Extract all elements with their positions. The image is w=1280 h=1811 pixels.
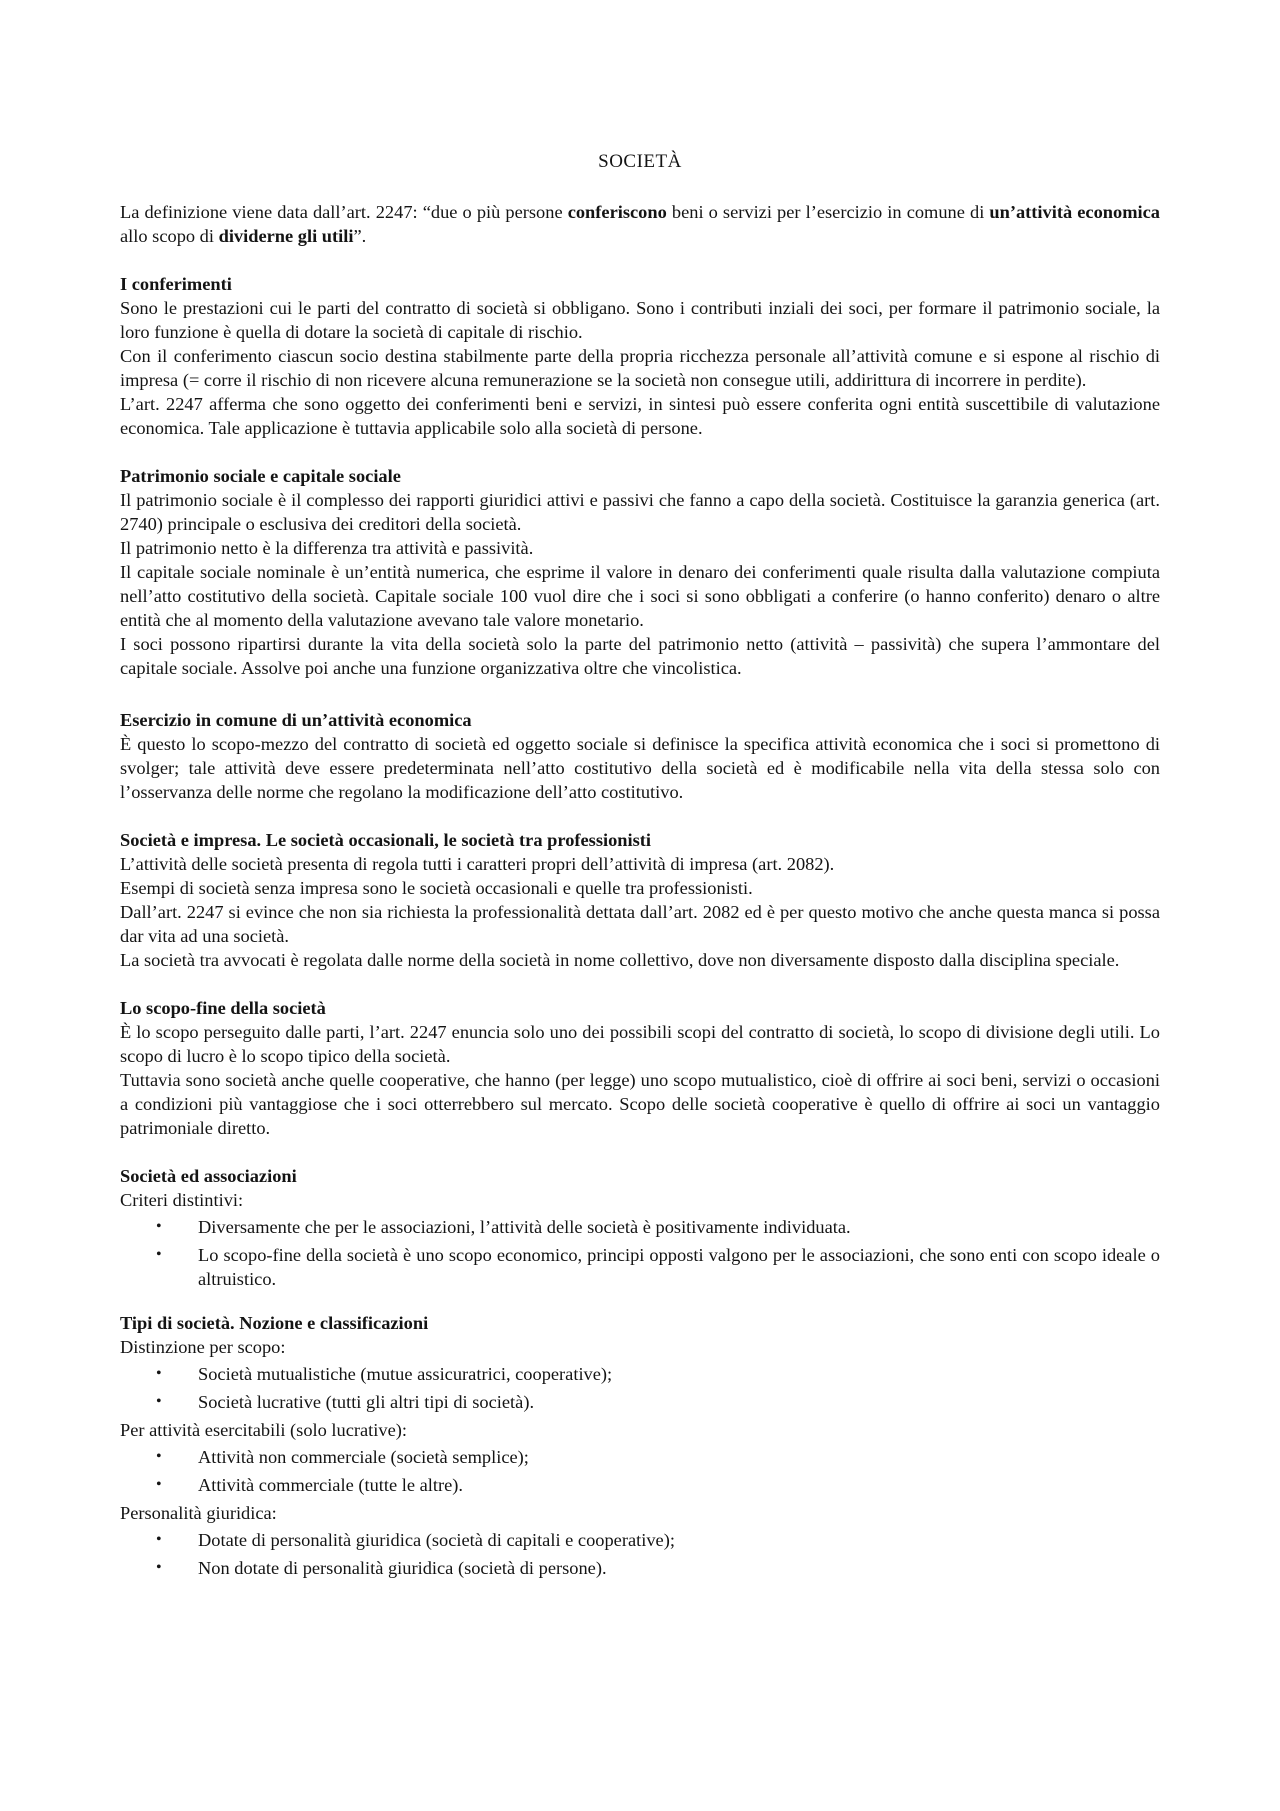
list-item-text: Dotate di personalità giuridica (società di capitali e cooperative);: [198, 1530, 675, 1550]
list-item-text: Non dotate di personalità giuridica (società di persone).: [198, 1558, 607, 1578]
list-intro: Criteri distintivi:: [120, 1190, 244, 1210]
list-item: [120, 1362, 1160, 1386]
intro-text-3: allo scopo di: [120, 226, 219, 246]
section-heading: Società ed associazioni: [120, 1166, 297, 1186]
list-item-text: Diversamente che per le associazioni, l’attività delle società è positivamente individuata.: [198, 1217, 851, 1237]
list-item: [120, 1473, 1160, 1497]
intro-bold-3: dividerne gli utili: [218, 226, 354, 246]
bullet-icon: •: [156, 1476, 162, 1493]
bullet-list: [120, 1528, 1160, 1580]
list-item: [120, 1528, 1160, 1552]
paragraph: Il patrimonio netto è la differenza tra attività e passività.: [120, 538, 534, 558]
list-item: [120, 1215, 1160, 1239]
list-item: [120, 1390, 1160, 1414]
bullet-list: [120, 1215, 1160, 1291]
section-heading: Patrimonio sociale e capitale sociale: [120, 466, 401, 486]
paragraph: Dall’art. 2247 si evince che non sia richiesta la professionalità dettata dall’art. 2082 ed è per questo motivo che anche questa manca si possa dar vita ad una società.: [120, 902, 1160, 946]
list-item-text: Attività non commerciale (società semplice);: [198, 1447, 529, 1467]
paragraph: Tuttavia sono società anche quelle cooperative, che hanno (per legge) uno scopo mutualistico, cioè di offrire ai soci beni, servizi o occasioni a condizioni più vantaggiose che i soci otterrebbero sul mercato. Scopo delle società cooperative è quello di offrire ai soci un vantaggio patrimoniale diretto.: [120, 1070, 1160, 1138]
paragraph: È questo lo scopo-mezzo del contratto di società ed oggetto sociale si definisce la specifica attività economica che i soci si promettono di svolger; tale attività deve essere predeterminata nell’atto costitutivo della società ed è modificabile nella vita della stessa solo con l’osservanza delle norme che regolano la modificazione dell’atto costitutivo.: [120, 734, 1160, 802]
bullet-icon: •: [156, 1448, 162, 1465]
intro-paragraph: [120, 200, 1160, 248]
paragraph: Il patrimonio sociale è il complesso dei rapporti giuridici attivi e passivi che fanno a capo della società. Costituisce la garanzia generica (art. 2740) principale o esclusiva dei creditori della società.: [120, 490, 1160, 534]
section-impresa: [120, 828, 1160, 972]
bullet-icon: •: [156, 1559, 162, 1576]
section-associazioni: [120, 1164, 1160, 1291]
intro-bold-2: un’attività economica: [989, 202, 1160, 222]
section-heading: Esercizio in comune di un’attività economica: [120, 710, 472, 730]
bullet-icon: •: [156, 1531, 162, 1548]
list-item: [120, 1445, 1160, 1469]
bullet-icon: •: [156, 1365, 162, 1382]
paragraph: Con il conferimento ciascun socio destina stabilmente parte della propria ricchezza personale all’attività comune e si espone al rischio di impresa (= corre il rischio di non ricevere alcuna remunerazione se la società non consegue utili, addirittura di incorrere in perdite).: [120, 346, 1160, 390]
bullet-icon: •: [156, 1246, 162, 1263]
section-conferimenti: [120, 272, 1160, 440]
section-tipi: [120, 1311, 1160, 1580]
paragraph: Sono le prestazioni cui le parti del contratto di società si obbligano. Sono i contributi inziali dei soci, per formare il patrimonio sociale, la loro funzione è quella di dotare la società di capitale di rischio.: [120, 298, 1160, 342]
paragraph: I soci possono ripartirsi durante la vita della società solo la parte del patrimonio netto (attività – passività) che supera l’ammontare del capitale sociale. Assolve poi anche una funzione organizzativa oltre che vincolistica.: [120, 634, 1160, 678]
bullet-icon: •: [156, 1393, 162, 1410]
bullet-list: [120, 1362, 1160, 1414]
list-item-text: Società mutualistiche (mutue assicuratrici, cooperative);: [198, 1364, 613, 1384]
paragraph: L’art. 2247 afferma che sono oggetto dei conferimenti beni e servizi, in sintesi può essere conferita ogni entità suscettibile di valutazione economica. Tale applicazione è tuttavia applicabile solo alla società di persone.: [120, 394, 1160, 438]
section-heading: Tipi di società. Nozione e classificazioni: [120, 1313, 429, 1333]
paragraph: È lo scopo perseguito dalle parti, l’art. 2247 enuncia solo uno dei possibili scopi del contratto di società, lo scopo di divisione degli utili. Lo scopo di lucro è lo scopo tipico della società.: [120, 1022, 1160, 1066]
list-item: [120, 1556, 1160, 1580]
list-item-text: Lo scopo-fine della società è uno scopo economico, principi opposti valgono per le associazioni, che sono enti con scopo ideale o altruistico.: [198, 1245, 1160, 1289]
intro-text-4: ”.: [353, 226, 367, 246]
section-heading: I conferimenti: [120, 274, 232, 294]
section-patrimonio: [120, 464, 1160, 680]
section-esercizio: [120, 708, 1160, 804]
section-scopo: [120, 996, 1160, 1140]
document-page: [120, 150, 1160, 1584]
section-heading: Società e impresa. Le società occasionali, le società tra professionisti: [120, 830, 652, 850]
document-title: SOCIETÀ: [598, 151, 682, 172]
intro-text-2: beni o servizi per l’esercizio in comune di: [666, 202, 990, 222]
list-item-text: Attività commerciale (tutte le altre).: [198, 1475, 464, 1495]
list-intro: Personalità giuridica:: [120, 1503, 277, 1523]
list-item: [120, 1243, 1160, 1291]
paragraph: Esempi di società senza impresa sono le società occasionali e quelle tra professionisti.: [120, 878, 753, 898]
bullet-list: [120, 1445, 1160, 1497]
paragraph: L’attività delle società presenta di regola tutti i caratteri propri dell’attività di impresa (art. 2082).: [120, 854, 835, 874]
intro-text-1: La definizione viene data dall’art. 2247: “due o più persone: [120, 202, 568, 222]
list-intro: Per attività esercitabili (solo lucrative):: [120, 1420, 407, 1440]
bullet-icon: •: [156, 1218, 162, 1235]
paragraph: La società tra avvocati è regolata dalle norme della società in nome collettivo, dove non diversamente disposto dalla disciplina speciale.: [120, 950, 1120, 970]
list-item-text: Società lucrative (tutti gli altri tipi di società).: [198, 1392, 535, 1412]
list-intro: Distinzione per scopo:: [120, 1337, 286, 1357]
paragraph: Il capitale sociale nominale è un’entità numerica, che esprime il valore in denaro dei conferimenti quale risulta dalla valutazione compiuta nell’atto costitutivo della società. Capitale sociale 100 vuol dire che i soci si sono obbligati a conferire (o hanno conferito) denaro o altre entità che al momento della valutazione avevano tale valore monetario.: [120, 562, 1160, 630]
section-heading: Lo scopo-fine della società: [120, 998, 326, 1018]
intro-bold-1: conferiscono: [567, 202, 667, 222]
